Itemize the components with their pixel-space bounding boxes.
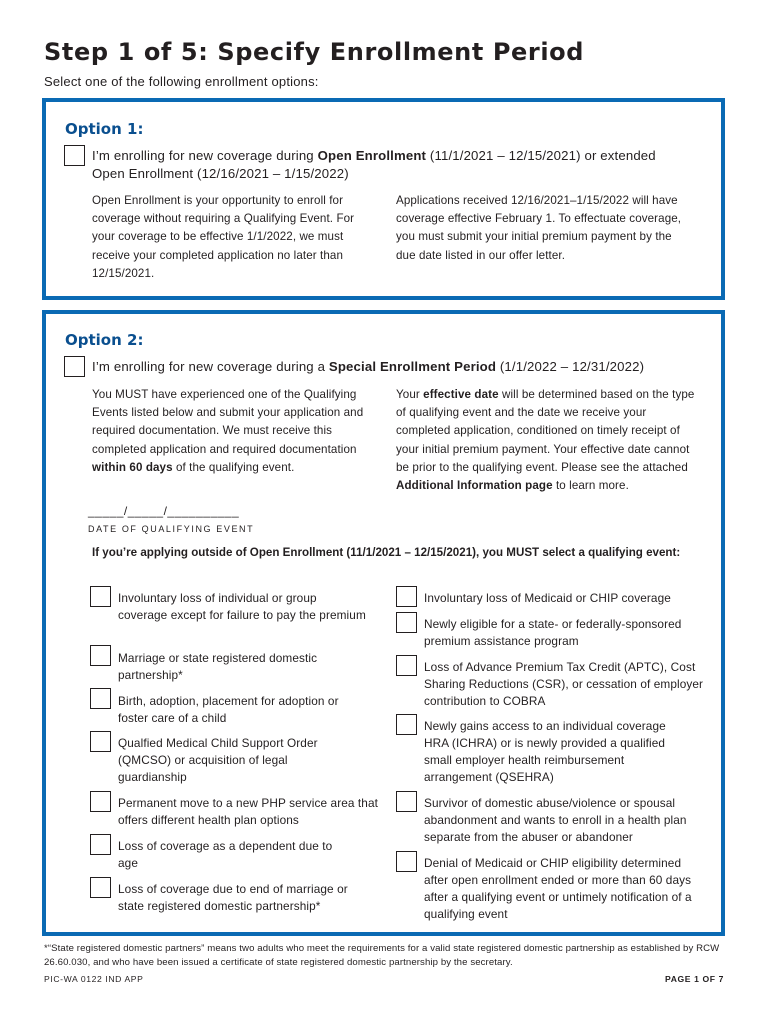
event-checkbox[interactable] [90, 688, 111, 709]
event-checkbox[interactable] [396, 655, 417, 676]
event-checkbox[interactable] [90, 731, 111, 752]
option1-label: I’m enrolling for new coverage during Open Enrollment (11/1/2021 – 12/15/2021) or extended Open Enrollment (12/16/2021 – 1/15/2022) [92, 148, 656, 181]
event-label: Birth, adoption, placement for adoption or foster care of a child [118, 694, 339, 725]
event-checkbox[interactable] [90, 834, 111, 855]
domestic-partner-footnote: *“State registered domestic partners” means two adults who meet the requirements for a valid state registered domestic partnership as established by RCW 26.60.030, and who have been issued a certificate of state registered domestic partnership by the secretary. [44, 943, 720, 968]
option1-left-text: Open Enrollment is your opportunity to enroll for coverage without requiring a Qualifying Event. For your coverage to be effective 1/1/2022, we must receive your completed application no later than 12/15/2021. [92, 194, 355, 280]
qualifying-event-instruction: If you’re applying outside of Open Enrollment (11/1/2021 – 12/15/2021), you MUST select a qualifying event: [92, 546, 681, 559]
event-checkbox[interactable] [396, 791, 417, 812]
event-label: Involuntary loss of Medicaid or CHIP coverage [424, 591, 671, 605]
option1-right-text: Applications received 12/16/2021–1/15/2022 will have coverage effective February 1. To effectuate coverage, you must submit your initial premium payment by the due date listed in our offer letter. [396, 194, 682, 262]
event-checkbox[interactable] [90, 791, 111, 812]
event-label: Survivor of domestic abuse/violence or spousal abandonment and wants to enroll in a health plan separate from the abuser or abandoner [424, 796, 687, 844]
event-label: Marriage or state registered domestic partnership* [118, 651, 318, 682]
event-checkbox[interactable] [90, 586, 111, 607]
event-checkbox[interactable] [396, 586, 417, 607]
event-label: Qualfied Medical Child Support Order (QMCSO) or acquisition of legal guardianship [118, 736, 318, 784]
event-label: Loss of Advance Premium Tax Credit (APTC), Cost Sharing Reductions (CSR), or cessation of employer contribution to COBRA [424, 660, 704, 708]
event-label: Loss of coverage as a dependent due to age [118, 839, 333, 870]
event-label: Newly eligible for a state- or federally-sponsored premium assistance program [424, 617, 682, 648]
event-label: Loss of coverage due to end of marriage or state registered domestic partnership* [118, 882, 348, 913]
event-checkbox[interactable] [396, 714, 417, 735]
page-number: PAGE 1 OF 7 [665, 974, 724, 984]
event-label: Involuntary loss of individual or group coverage except for failure to pay the premium [118, 591, 366, 622]
option1-heading: Option 1: [65, 120, 144, 138]
date-of-qualifying-event-field[interactable]: _____/_____/__________ [88, 504, 240, 518]
option2-label: I’m enrolling for new coverage during a Special Enrollment Period (1/1/2022 – 12/31/2022) [92, 359, 645, 374]
date-caption: DATE OF QUALIFYING EVENT [88, 524, 255, 534]
page-title: Step 1 of 5: Specify Enrollment Period [44, 38, 585, 66]
page-subtitle: Select one of the following enrollment options: [44, 74, 319, 89]
option2-heading: Option 2: [65, 331, 144, 349]
event-label: Newly gains access to an individual coverage HRA (ICHRA) or is newly provided a qualified small employer health reimbursement arrangement (QSEHRA) [424, 719, 666, 784]
event-checkbox[interactable] [90, 645, 111, 666]
option2-right-text: Your effective date will be determined based on the type of qualifying event and the date we receive your completed application, conditioned on timely receipt of your initial premium payment. Your effective date cannot be prior to the qualifying event. Please see the attached Additional Information page to learn more. [396, 388, 695, 493]
event-label: Permanent move to a new PHP service area that offers different health plan options [118, 796, 379, 827]
event-checkbox[interactable] [396, 851, 417, 872]
option1-checkbox[interactable] [64, 145, 85, 166]
form-code: PIC-WA 0122 IND APP [44, 974, 144, 984]
option2-checkbox[interactable] [64, 356, 85, 377]
event-checkbox[interactable] [90, 877, 111, 898]
event-checkbox[interactable] [396, 612, 417, 633]
event-label: Denial of Medicaid or CHIP eligibility determined after open enrollment ended or more than 60 days after a qualifying event or untimely notification of a qualifying event [424, 856, 692, 921]
option2-left-text: You MUST have experienced one of the Qualifying Events listed below and submit your application and required documentation. We must receive this completed application and required documentation within 60 days of the qualifying event. [92, 388, 364, 474]
